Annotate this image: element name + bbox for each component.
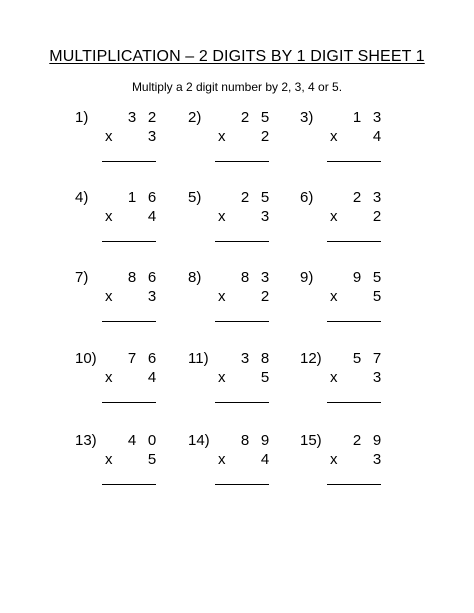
- top-ones-digit: 6: [147, 350, 157, 367]
- multiplier-digit: 5: [372, 288, 382, 305]
- answer-line: [102, 402, 156, 403]
- problem-number: 4): [75, 189, 89, 206]
- multiply-sign: x: [218, 369, 226, 386]
- multiplier-digit: 3: [260, 208, 270, 225]
- multiplier-digit: 4: [260, 451, 270, 468]
- multiplier-digit: 4: [372, 128, 382, 145]
- top-tens-digit: 3: [127, 109, 137, 126]
- problem-3: [300, 109, 400, 175]
- multiplier-digit: 3: [147, 128, 157, 145]
- multiplier-digit: 5: [260, 369, 270, 386]
- answer-line: [102, 484, 156, 485]
- multiply-sign: x: [330, 369, 338, 386]
- top-tens-digit: 7: [127, 350, 137, 367]
- multiply-sign: x: [105, 451, 113, 468]
- top-tens-digit: 1: [127, 189, 137, 206]
- top-ones-digit: 5: [372, 269, 382, 286]
- top-tens-digit: 8: [240, 269, 250, 286]
- multiply-sign: x: [330, 208, 338, 225]
- multiplier-digit: 4: [147, 369, 157, 386]
- multiplier-digit: 4: [147, 208, 157, 225]
- top-tens-digit: 1: [352, 109, 362, 126]
- problem-number: 10): [75, 350, 97, 367]
- problem-number: 11): [188, 350, 209, 367]
- answer-line: [215, 321, 269, 322]
- problem-9: [300, 269, 400, 335]
- top-ones-digit: 3: [260, 269, 270, 286]
- answer-line: [102, 321, 156, 322]
- problem-number: 1): [75, 109, 89, 126]
- problem-number: 14): [188, 432, 210, 449]
- answer-line: [102, 161, 156, 162]
- problem-number: 6): [300, 189, 314, 206]
- top-tens-digit: 2: [240, 189, 250, 206]
- worksheet-title: MULTIPLICATION – 2 DIGITS BY 1 DIGIT SHEET 1: [49, 48, 425, 65]
- top-tens-digit: 8: [127, 269, 137, 286]
- multiply-sign: x: [105, 208, 113, 225]
- multiplier-digit: 2: [372, 208, 382, 225]
- answer-line: [215, 161, 269, 162]
- multiplier-digit: 2: [260, 288, 270, 305]
- top-tens-digit: 4: [127, 432, 137, 449]
- problem-8: [188, 269, 288, 335]
- problem-2: [188, 109, 288, 175]
- top-ones-digit: 6: [147, 189, 157, 206]
- multiplier-digit: 2: [260, 128, 270, 145]
- multiply-sign: x: [105, 288, 113, 305]
- problem-11: [188, 350, 288, 416]
- problem-number: 15): [300, 432, 322, 449]
- multiply-sign: x: [105, 369, 113, 386]
- answer-line: [215, 484, 269, 485]
- problem-number: 7): [75, 269, 89, 286]
- problem-10: [75, 350, 175, 416]
- top-tens-digit: 3: [240, 350, 250, 367]
- top-ones-digit: 7: [372, 350, 382, 367]
- multiply-sign: x: [330, 451, 338, 468]
- top-ones-digit: 5: [260, 109, 270, 126]
- top-tens-digit: 2: [240, 109, 250, 126]
- answer-line: [327, 484, 381, 485]
- multiply-sign: x: [218, 128, 226, 145]
- top-ones-digit: 6: [147, 269, 157, 286]
- top-tens-digit: 5: [352, 350, 362, 367]
- problem-1: [75, 109, 175, 175]
- answer-line: [102, 241, 156, 242]
- problem-number: 13): [75, 432, 97, 449]
- worksheet-instruction: Multiply a 2 digit number by 2, 3, 4 or 5.: [131, 80, 343, 94]
- problem-12: [300, 350, 400, 416]
- answer-line: [215, 241, 269, 242]
- problem-6: [300, 189, 400, 255]
- answer-line: [327, 241, 381, 242]
- problem-13: [75, 432, 175, 498]
- top-ones-digit: 0: [147, 432, 157, 449]
- top-ones-digit: 9: [260, 432, 270, 449]
- problem-number: 12): [300, 350, 322, 367]
- top-ones-digit: 8: [260, 350, 270, 367]
- multiply-sign: x: [105, 128, 113, 145]
- multiplier-digit: 3: [372, 369, 382, 386]
- multiplier-digit: 3: [147, 288, 157, 305]
- top-ones-digit: 3: [372, 189, 382, 206]
- answer-line: [215, 402, 269, 403]
- top-ones-digit: 5: [260, 189, 270, 206]
- problem-number: 3): [300, 109, 314, 126]
- multiplier-digit: 3: [372, 451, 382, 468]
- top-tens-digit: 9: [352, 269, 362, 286]
- multiply-sign: x: [330, 288, 338, 305]
- top-ones-digit: 9: [372, 432, 382, 449]
- top-tens-digit: 2: [352, 432, 362, 449]
- problem-4: [75, 189, 175, 255]
- problem-7: [75, 269, 175, 335]
- top-tens-digit: 2: [352, 189, 362, 206]
- problem-15: [300, 432, 400, 498]
- multiply-sign: x: [218, 208, 226, 225]
- multiply-sign: x: [330, 128, 338, 145]
- problem-number: 8): [188, 269, 202, 286]
- problem-5: [188, 189, 288, 255]
- multiply-sign: x: [218, 288, 226, 305]
- answer-line: [327, 321, 381, 322]
- top-ones-digit: 2: [147, 109, 157, 126]
- top-tens-digit: 8: [240, 432, 250, 449]
- answer-line: [327, 161, 381, 162]
- multiply-sign: x: [218, 451, 226, 468]
- problem-14: [188, 432, 288, 498]
- multiplier-digit: 5: [147, 451, 157, 468]
- problem-number: 9): [300, 269, 314, 286]
- problem-number: 2): [188, 109, 202, 126]
- answer-line: [327, 402, 381, 403]
- top-ones-digit: 3: [372, 109, 382, 126]
- problem-number: 5): [188, 189, 202, 206]
